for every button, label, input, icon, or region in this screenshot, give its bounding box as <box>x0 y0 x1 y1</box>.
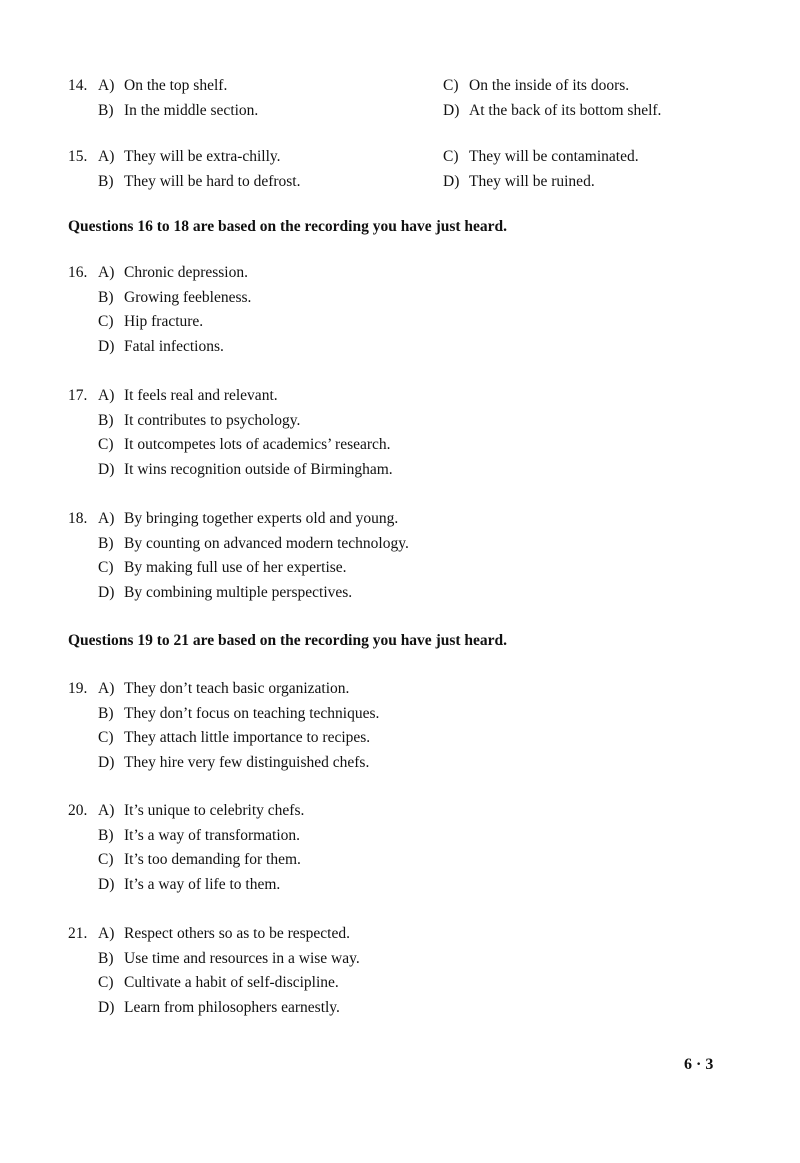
option-b: B) It contributes to psychology. <box>98 411 301 429</box>
option-a: A) It’s unique to celebrity chefs. <box>98 802 305 819</box>
question-17 <box>68 384 748 482</box>
question-number: 14. <box>68 77 88 94</box>
option-a: A) Respect others so as to be respected. <box>98 925 350 942</box>
question-20 <box>68 799 748 897</box>
option-c: C) It outcompetes lots of academics’ research. <box>98 436 391 454</box>
option-d: D) At the back of its bottom shelf. <box>443 101 662 119</box>
question-21 <box>68 922 748 1020</box>
option-b: B) They will be hard to defrost. <box>98 172 301 190</box>
option-b: B) They don’t focus on teaching techniques. <box>98 704 380 722</box>
option-d: D) It’s a way of life to them. <box>98 875 281 893</box>
option-d: D) They hire very few distinguished chefs. <box>98 753 370 771</box>
option-b: B) Growing feebleness. <box>98 288 252 306</box>
question-number: 21. <box>68 925 88 942</box>
option-a: A) By bringing together experts old and young. <box>98 510 399 527</box>
option-d: D) Fatal infections. <box>98 337 224 355</box>
question-number: 18. <box>68 510 88 527</box>
option-a: A) They will be extra-chilly. <box>98 148 281 165</box>
option-c: C) Cultivate a habit of self-discipline. <box>98 974 339 992</box>
option-c: C) On the inside of its doors. <box>443 77 630 94</box>
question-15 <box>68 145 748 194</box>
option-b: B) By counting on advanced modern technology. <box>98 534 409 552</box>
option-a: A) It feels real and relevant. <box>98 387 278 404</box>
option-d: D) Learn from philosophers earnestly. <box>98 998 340 1016</box>
page-number: 6 · 3 <box>684 1056 714 1073</box>
option-a: A) They don’t teach basic organization. <box>98 680 350 697</box>
question-number: 15. <box>68 148 88 165</box>
section-heading: Questions 19 to 21 are based on the recording you have just heard. <box>68 632 508 649</box>
option-d: D) By combining multiple perspectives. <box>98 583 353 601</box>
question-18 <box>68 507 748 605</box>
question-16 <box>68 261 748 359</box>
option-b: B) Use time and resources in a wise way. <box>98 949 360 967</box>
option-c: C) They will be contaminated. <box>443 148 639 165</box>
option-c: C) By making full use of her expertise. <box>98 559 347 577</box>
option-b: B) It’s a way of transformation. <box>98 826 301 844</box>
section-heading: Questions 16 to 18 are based on the recording you have just heard. <box>68 218 508 235</box>
question-number: 20. <box>68 802 88 819</box>
option-a: A) Chronic depression. <box>98 264 248 281</box>
option-d: D) They will be ruined. <box>443 172 595 190</box>
question-number: 19. <box>68 680 88 697</box>
option-c: C) It’s too demanding for them. <box>98 851 301 869</box>
option-b: B) In the middle section. <box>98 101 259 119</box>
option-a: A) On the top shelf. <box>98 77 228 94</box>
option-c: C) They attach little importance to recipes. <box>98 729 371 747</box>
question-number: 16. <box>68 264 88 281</box>
option-d: D) It wins recognition outside of Birmingham. <box>98 460 393 478</box>
question-14 <box>68 74 748 123</box>
question-number: 17. <box>68 387 88 404</box>
option-c: C) Hip fracture. <box>98 313 204 331</box>
question-19 <box>68 677 748 775</box>
